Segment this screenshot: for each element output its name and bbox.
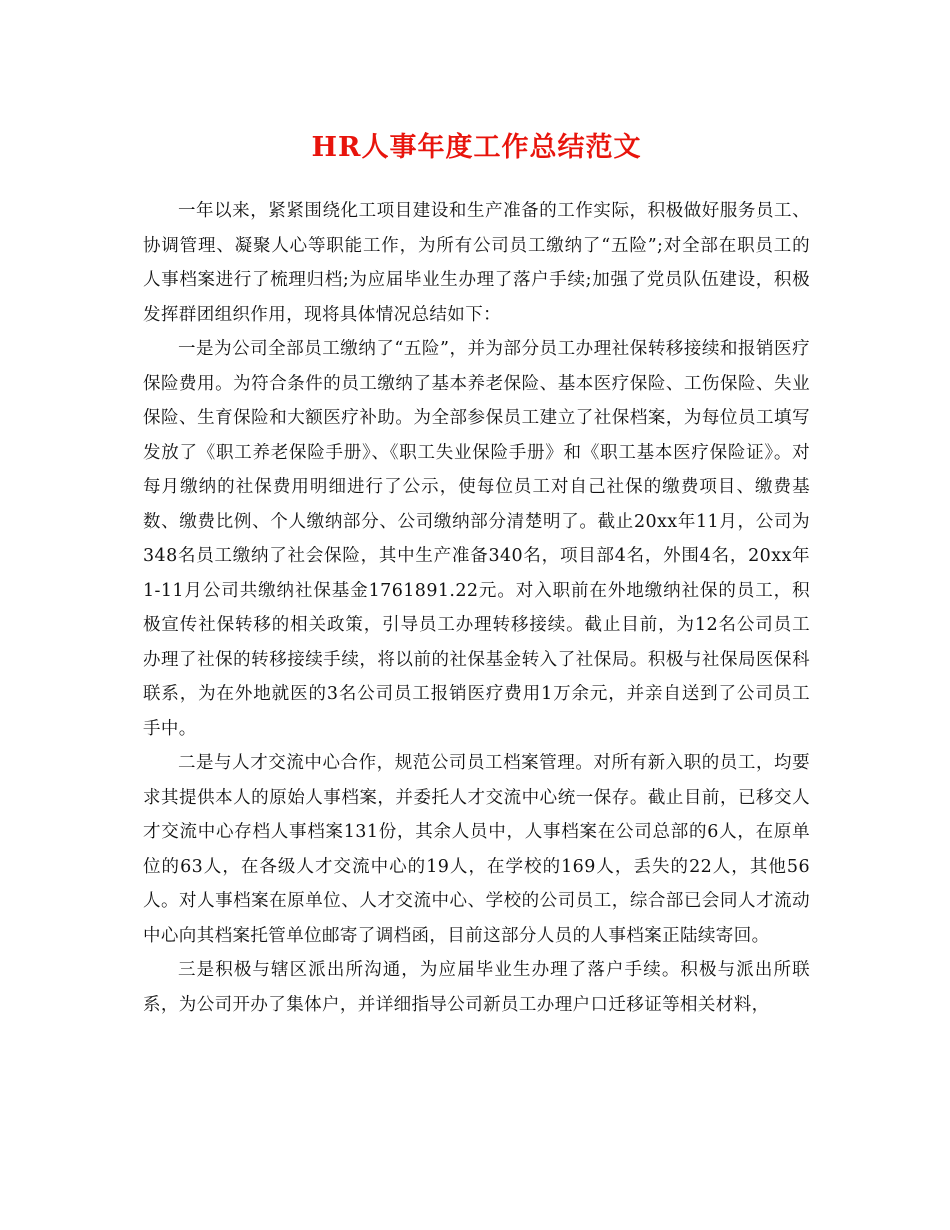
document-page <box>143 128 810 1022</box>
document-body <box>143 194 810 1022</box>
document-title: HR人事年度工作总结范文 <box>311 132 642 163</box>
paragraph-intro: 一年以来，紧紧围绕化工项目建设和生产准备的工作实际，积极做好服务员工、协调管理、凝聚人心等职能工作，为所有公司员工缴纳了“五险”;对全部在职员工的人事档案进行了梳理归档;为应届毕业生办理了落户手续;加强了党员队伍建设，积极发挥群团组织作用，现将具体情况总结如下： <box>143 201 810 325</box>
paragraph-personnel-files: 二是与人才交流中心合作，规范公司员工档案管理。对所有新入职的员工，均要求其提供本人的原始人事档案，并委托人才交流中心统一保存。截止目前，已移交人才交流中心存档人事档案131份，其余人员中，人事档案在公司总部的6人，在原单位的63人，在各级人才交流中心的19人，在学校的169人，丢失的22人，其他56人。对人事档案在原单位、人才交流中心、学校的公司员工，综合部已会同人才流动中心向其档案托管单位邮寄了调档函，目前这部分人员的人事档案正陆续寄回。 <box>143 753 810 946</box>
paragraph-household-registration: 三是积极与辖区派出所沟通，为应届毕业生办理了落户手续。积极与派出所联系，为公司开办了集体户，并详细指导公司新员工办理户口迁移证等相关材料， <box>143 960 810 1015</box>
paragraph-social-insurance: 一是为公司全部员工缴纳了“五险”，并为部分员工办理社保转移接续和报销医疗保险费用。为符合条件的员工缴纳了基本养老保险、基本医疗保险、工伤保险、失业保险、生育保险和大额医疗补助。为全部参保员工建立了社保档案，为每位员工填写发放了《职工养老保险手册》、《职工失业保险手册》和《职工基本医疗保险证》。对每月缴纳的社保费用明细进行了公示，使每位员工对自己社保的缴费项目、缴费基数、缴费比例、个人缴纳部分、公司缴纳部分清楚明了。截止20xx年11月，公司为348名员工缴纳了社会保险，其中生产准备340名，项目部4名，外围4名，20xx年1-11月公司共缴纳社保基金1761891.22元。对入职前在外地缴纳社保的员工，积极宣传社保转移的相关政策，引导员工办理转移接续。截止目前，为12名公司员工办理了社保的转移接续手续，将以前的社保基金转入了社保局。积极与社保局医保科联系，为在外地就医的3名公司员工报销医疗费用1万余元，并亲自送到了公司员工手中。 <box>143 339 810 739</box>
